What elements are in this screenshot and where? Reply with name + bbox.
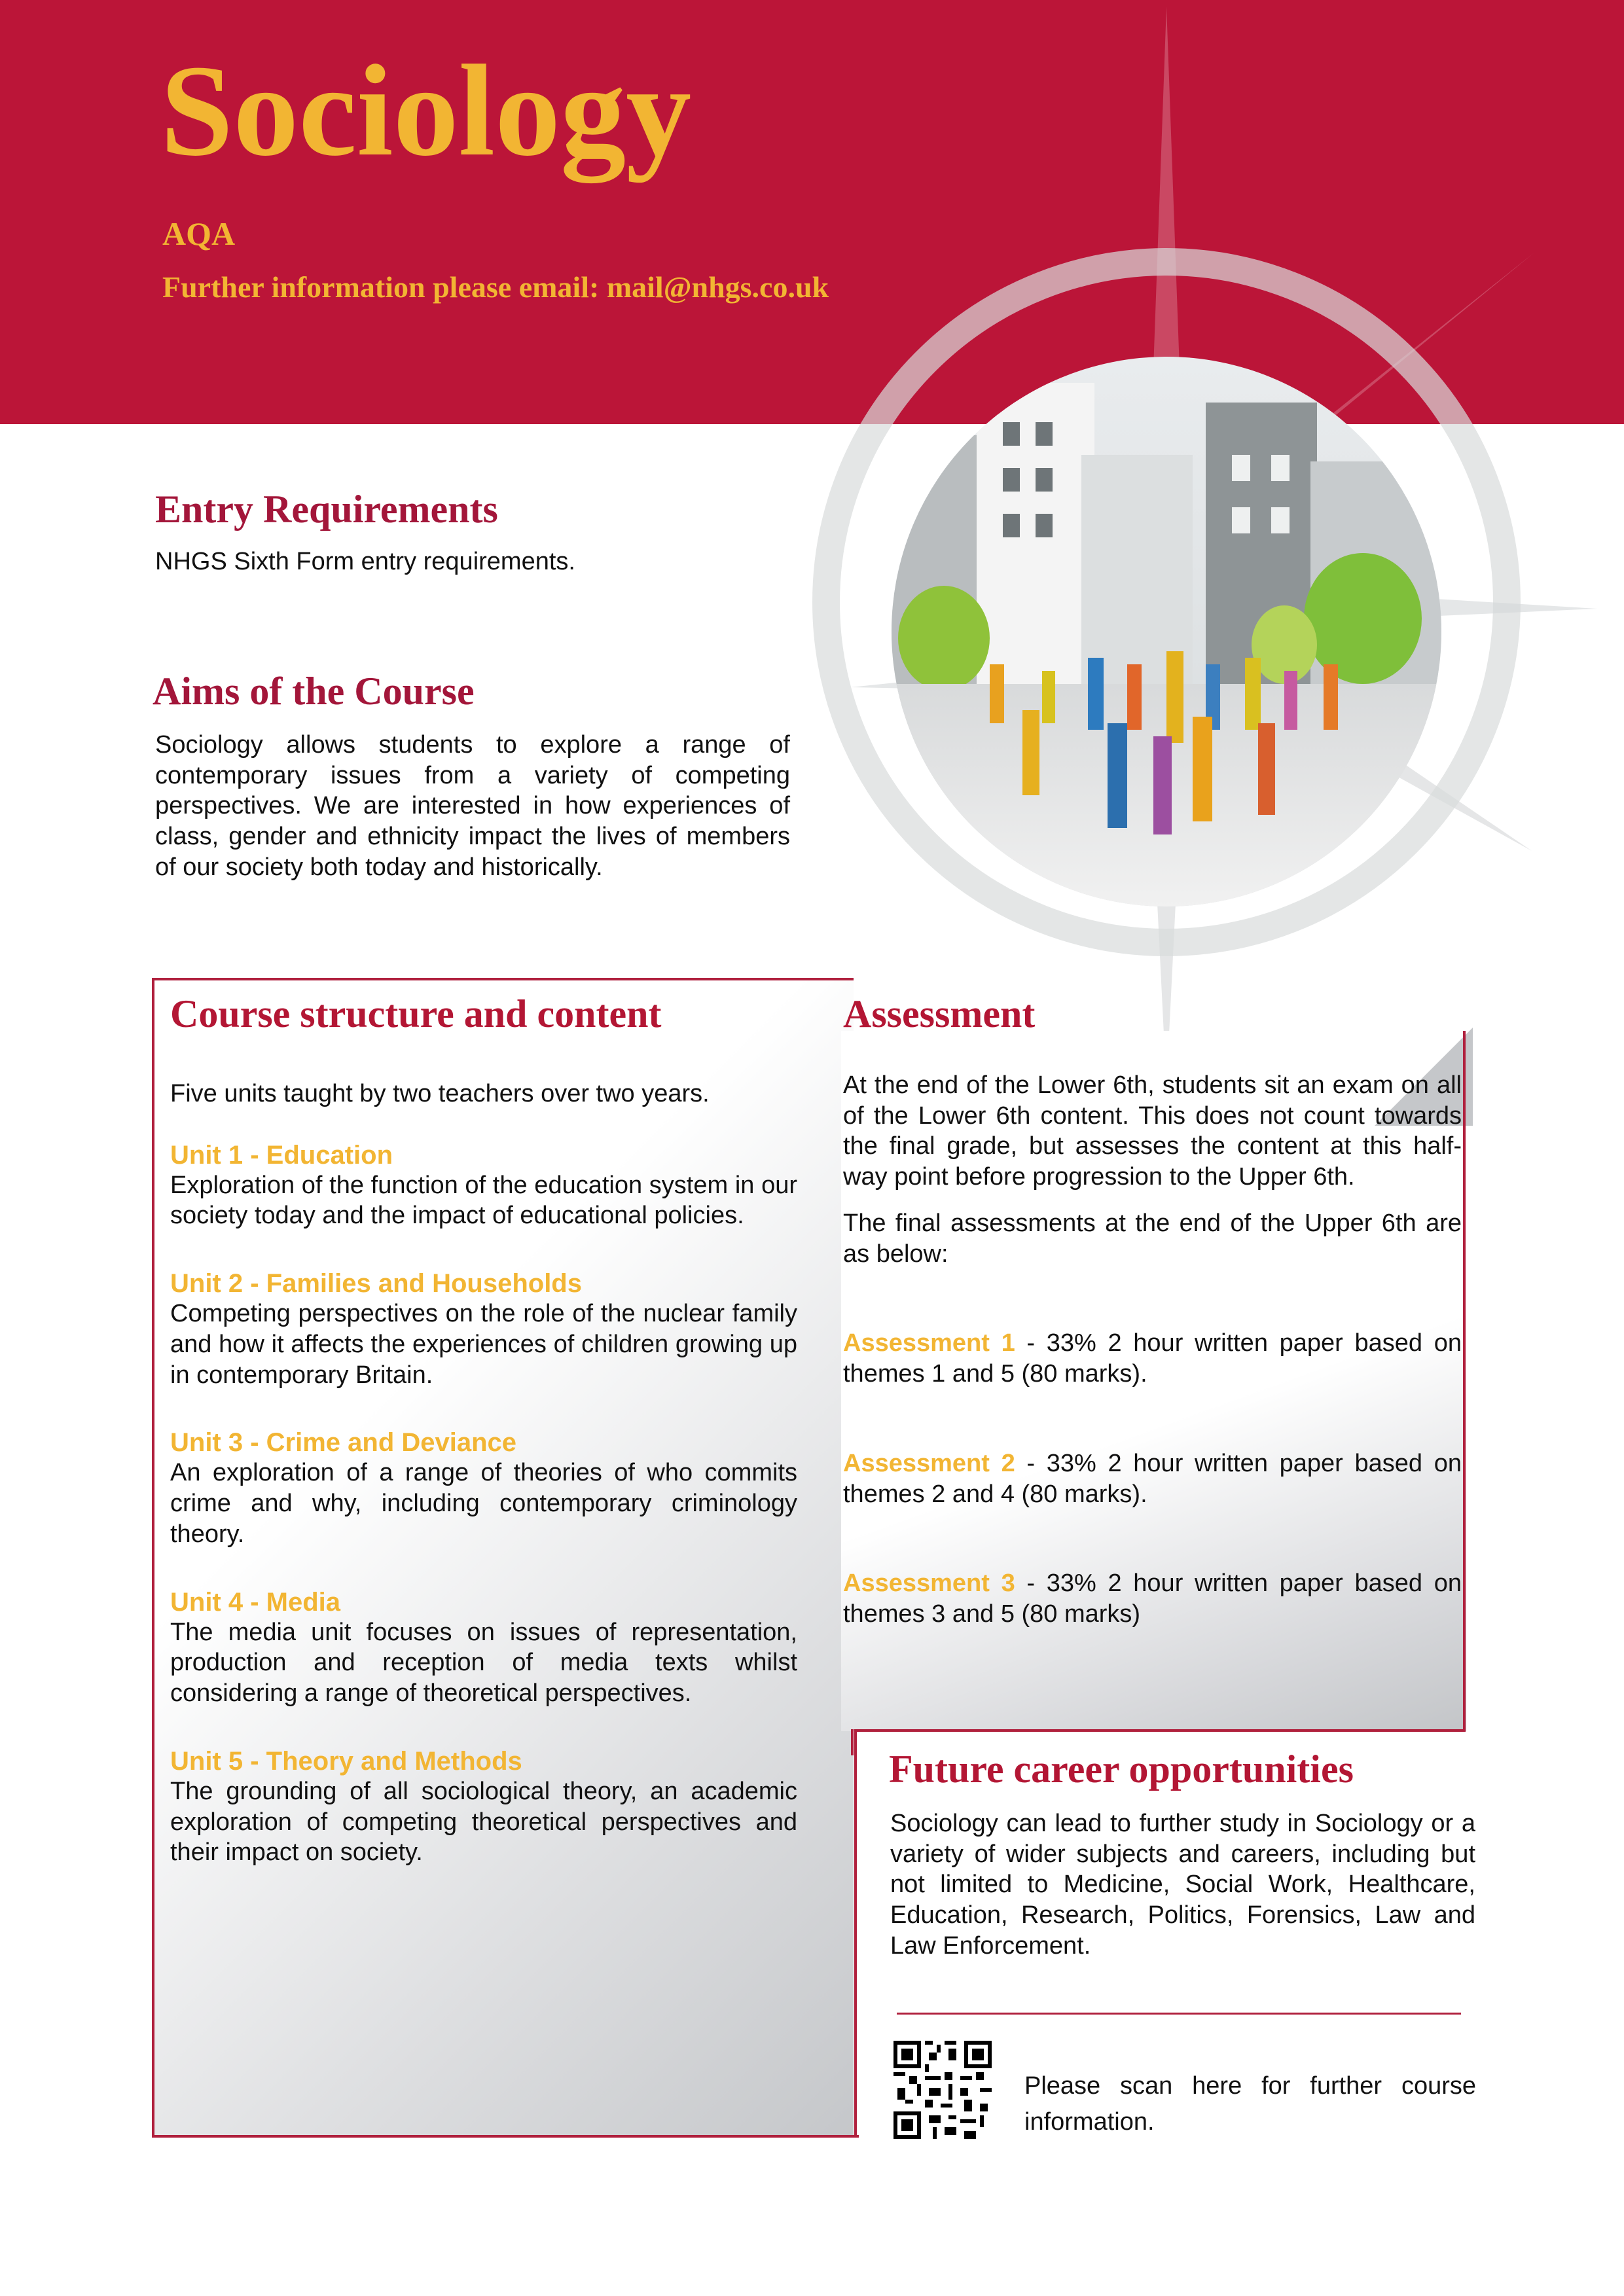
- unit-description: The media unit focuses on issues of representation, production and reception of media texts whilst considering a range of theoretical perspectives.: [170, 1618, 797, 1708]
- unit-description: Exploration of the function of the education system in our society today and the impact of educational policies.: [170, 1171, 797, 1230]
- unit-title: Unit 3 - Crime and Deviance: [170, 1428, 517, 1458]
- unit-description: An exploration of a range of theories of who commits crime and why, including contemporary criminology theory.: [170, 1459, 797, 1548]
- page-title: Sociology: [160, 39, 692, 183]
- unit-item: [170, 1747, 797, 1868]
- panel-bottom-border: [152, 2135, 859, 2138]
- unit-item: [170, 1269, 797, 1390]
- unit-title: Unit 2 - Families and Households: [170, 1269, 582, 1299]
- assessment-detail: - 33% 2 hour written paper based on themes 3 and 5 (80 marks): [843, 1570, 1462, 1628]
- careers-heading: Future career opportunities: [889, 1748, 1354, 1791]
- assessment-item: [843, 1448, 1462, 1509]
- assessment-content: [843, 1070, 1462, 1630]
- assessment-label: Assessment 1: [843, 1329, 1015, 1357]
- assessment-item: [843, 1328, 1462, 1389]
- careers-left-border: [851, 1729, 854, 1755]
- assessment-final-note: The final assessments at the end of the Upper 6th are as below:: [843, 1209, 1462, 1268]
- assessment-right-border: [1463, 1031, 1466, 1731]
- unit-title: Unit 1 - Education: [170, 1140, 393, 1170]
- panel-left-border: [152, 978, 154, 2138]
- course-structure-heading: Course structure and content: [170, 992, 662, 1035]
- assessment-item: [843, 1568, 1462, 1629]
- assessment-heading: Assessment: [843, 992, 1036, 1035]
- unit-item: [170, 1141, 797, 1231]
- exam-board: AQA: [162, 215, 236, 252]
- entry-requirements-text: NHGS Sixth Form entry requirements.: [155, 548, 575, 575]
- aims-text: Sociology allows students to explore a range of contemporary issues from a variety of competing perspectives. We are interested in how experiences of class, gender and ethnicity impact the lives of members of our society both today and historically.: [155, 731, 790, 881]
- panel-right-border: [854, 1692, 857, 2137]
- careers-text: Sociology can lead to further study in Sociology or a variety of wider subjects and careers, including but not limited to Medicine, Social Work, Healthcare, Education, Research, Politics, Forensics, Law and Law Enforcement.: [890, 1810, 1475, 1960]
- aims-heading: Aims of the Course: [153, 670, 475, 713]
- panel-top-border: [152, 978, 854, 980]
- unit-description: The grounding of all sociological theory, an academic exploration of competing theoretical perspectives and their impact on society.: [170, 1777, 797, 1867]
- assessment-label: Assessment 3: [843, 1570, 1015, 1598]
- qr-code[interactable]: [893, 2041, 992, 2139]
- entry-requirements-heading: Entry Requirements: [155, 488, 498, 531]
- unit-title: Unit 4 - Media: [170, 1587, 341, 1617]
- course-intro: Five units taught by two teachers over two years.: [170, 1080, 710, 1107]
- assessment-intro: At the end of the Lower 6th, students sit an exam on all of the Lower 6th content. This does not count towards the final grade, but assesses the content at this half-way point before progression to the Upper 6th.: [843, 1071, 1462, 1191]
- section-divider: [897, 2013, 1461, 2015]
- assessment-detail: - 33% 2 hour written paper based on themes 2 and 4 (80 marks).: [843, 1449, 1462, 1508]
- unit-item: [170, 1588, 797, 1709]
- assessment-detail: - 33% 2 hour written paper based on themes 1 and 5 (80 marks).: [843, 1329, 1462, 1388]
- unit-title: Unit 5 - Theory and Methods: [170, 1746, 522, 1776]
- contact-email: Further information please email: mail@nhgs.co.uk: [162, 270, 829, 304]
- city-people-photo: [892, 357, 1441, 906]
- assessment-bottom-border: [854, 1729, 1466, 1732]
- unit-description: Competing perspectives on the role of the nuclear family and how it affects the experiences of children growing up in contemporary Britain.: [170, 1300, 797, 1389]
- unit-item: [170, 1428, 797, 1549]
- assessment-label: Assessment 2: [843, 1449, 1015, 1477]
- qr-caption: Please scan here for further course information.: [1024, 2072, 1476, 2136]
- course-units-list: [170, 1079, 797, 1868]
